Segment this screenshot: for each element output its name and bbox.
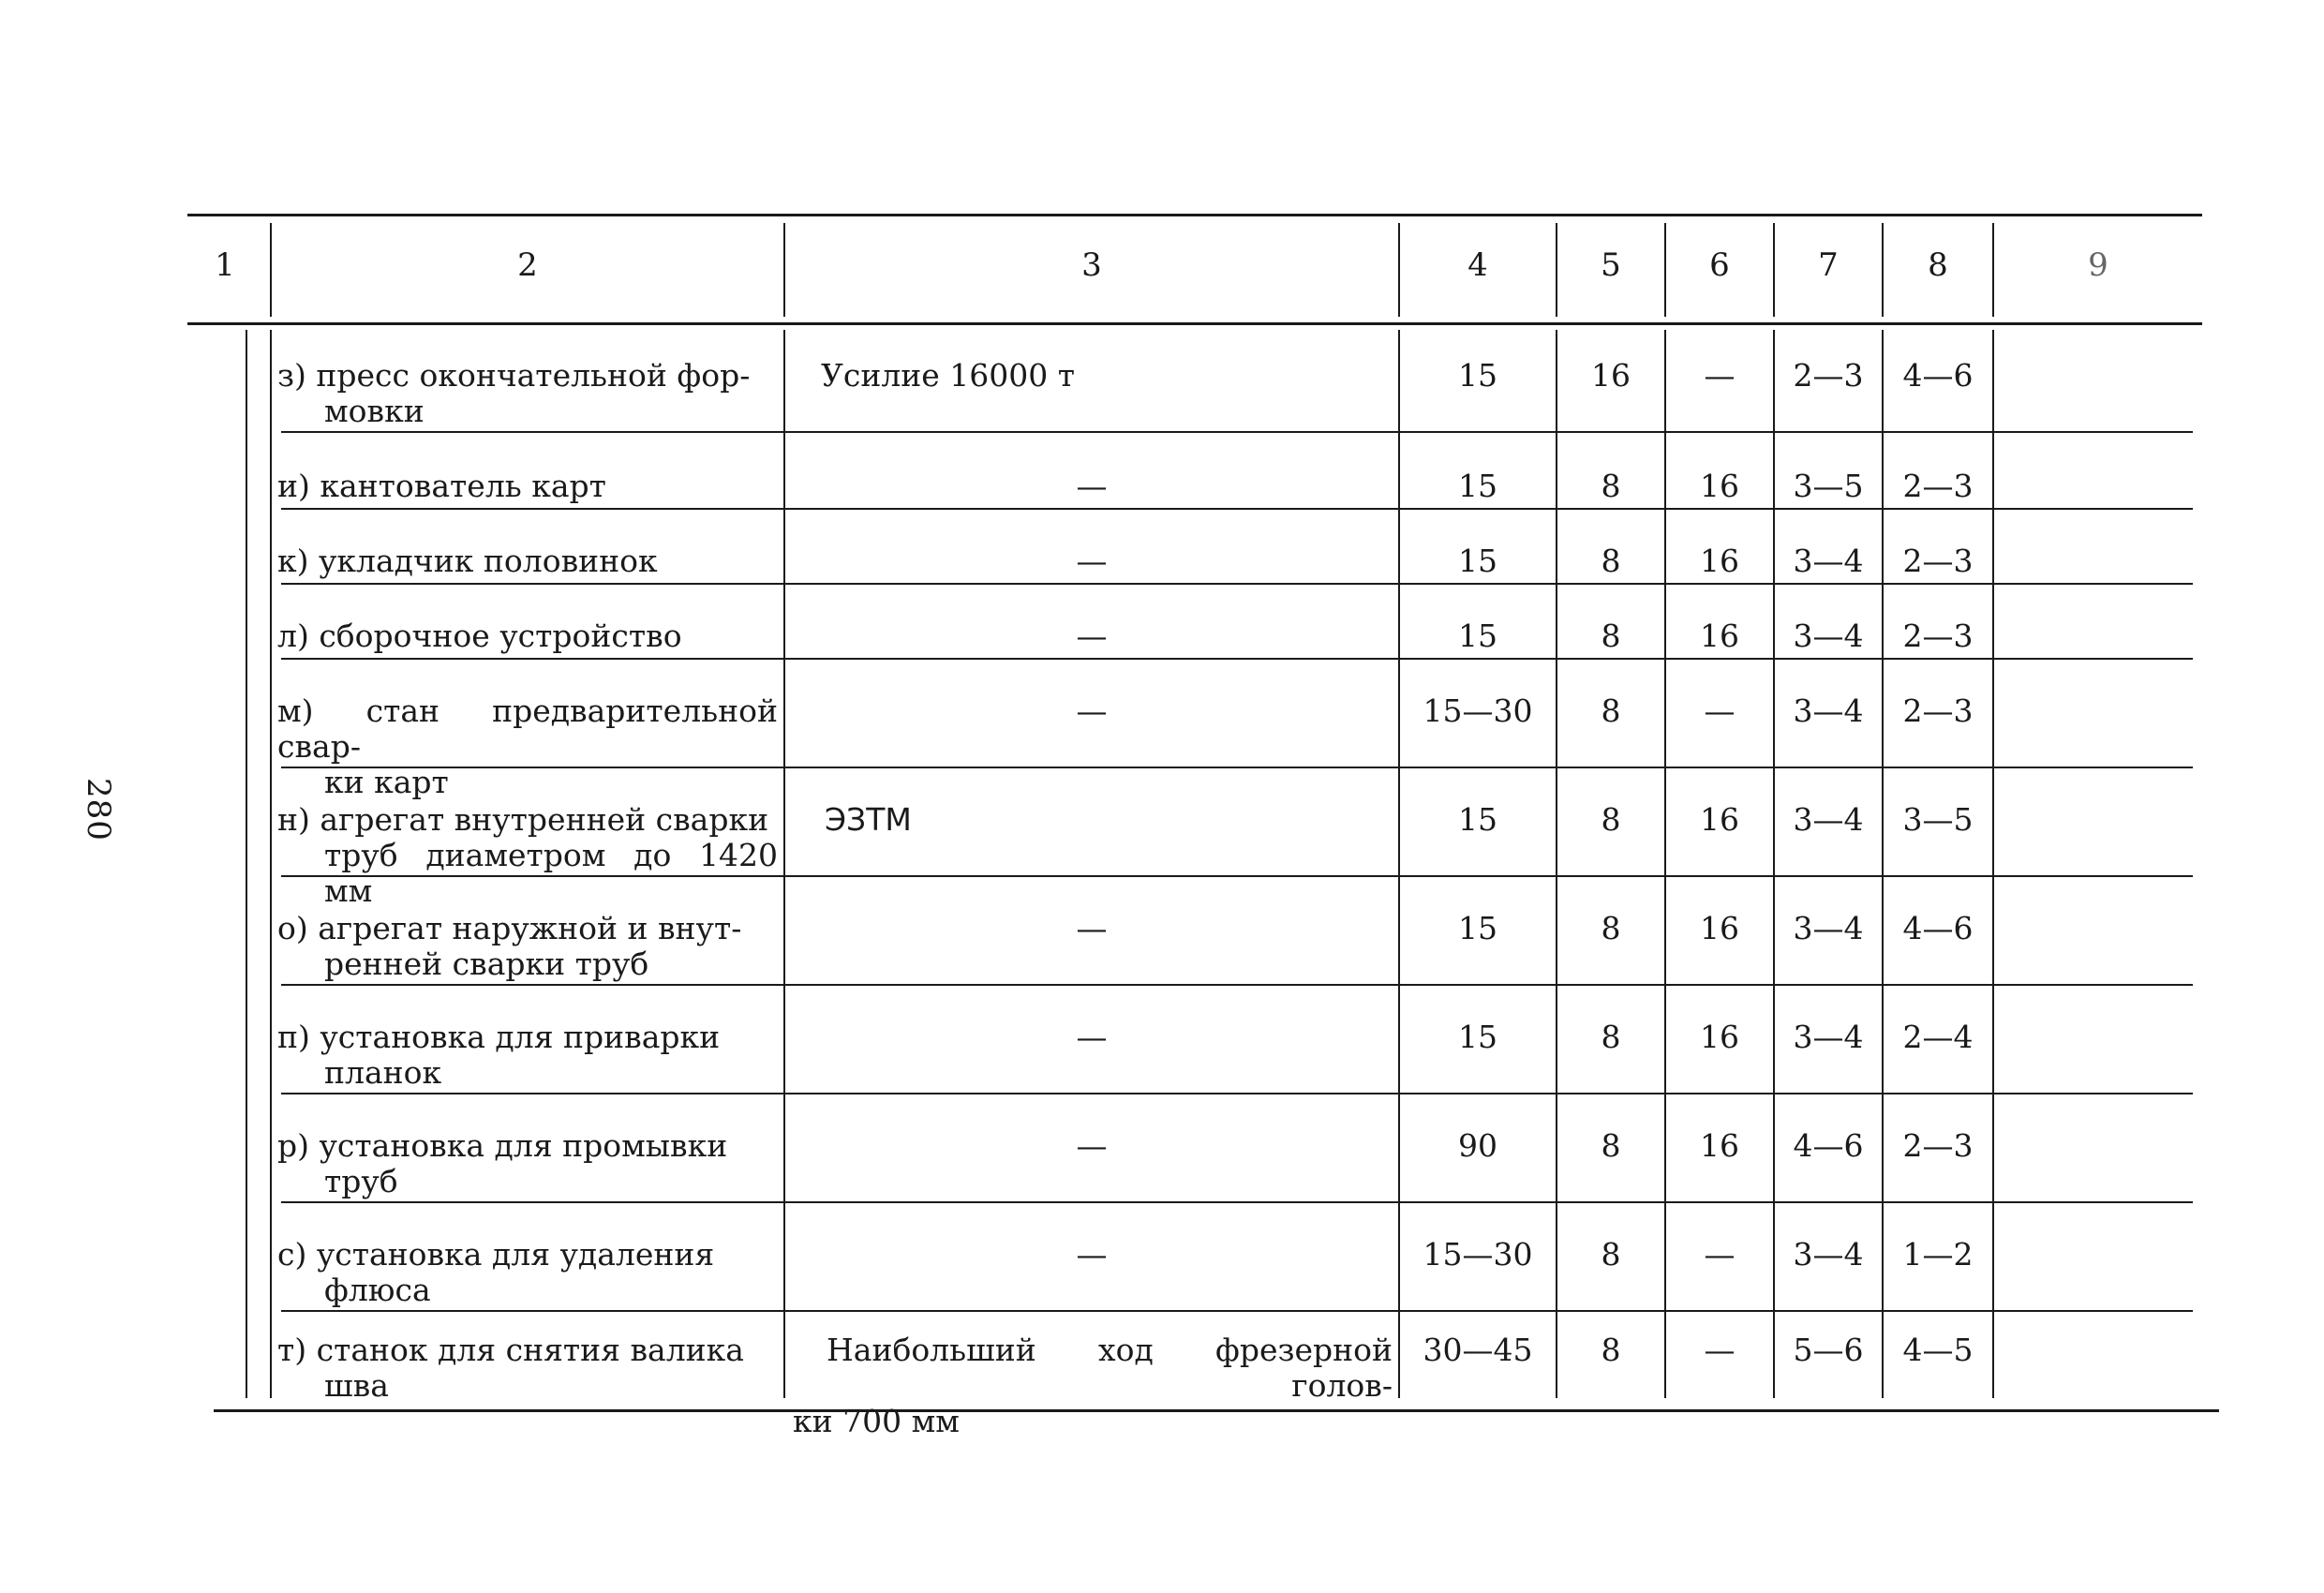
row-divider [281,1310,2193,1312]
row-divider [281,1093,2193,1094]
body-divider [1992,330,1994,1398]
row-divider [281,984,2193,986]
row-k-name: к) укладчик половинок [277,543,658,579]
row-z-col5: 16 [1591,357,1631,394]
body-divider [246,330,247,1398]
row-r-col6: 16 [1700,1127,1739,1164]
row-i-name: и) кантователь карт [277,468,606,504]
row-z-col8: 4—6 [1902,357,1974,394]
row-s-col5: 8 [1601,1236,1621,1273]
row-m-name: м) стан предварительной свар- ки карт [277,692,778,800]
row-divider [281,583,2193,585]
row-z-col4: 15 [1458,357,1497,394]
row-p-col5: 8 [1601,1019,1621,1055]
row-s-name: с) установка для удаления флюса [277,1236,715,1308]
header-col-8: 8 [1928,246,1948,284]
row-p-col6: 16 [1700,1019,1739,1055]
row-o-col3: — [1076,910,1108,946]
header-col-9: 9 [2088,246,2108,284]
row-z-col7: 2—3 [1793,357,1864,394]
row-l-col5: 8 [1601,618,1621,654]
row-l-col6: 16 [1700,618,1739,654]
row-r-col8: 2—3 [1902,1127,1974,1164]
row-k-col4: 15 [1458,543,1497,579]
table-header-rule [187,322,2202,325]
row-i-col3: — [1076,468,1108,504]
row-m-col5: 8 [1601,692,1621,729]
row-m-col7: 3—4 [1793,692,1864,729]
row-l-col8: 2—3 [1902,618,1974,654]
header-col-5: 5 [1601,246,1621,284]
header-col-3: 3 [1081,246,1102,284]
row-i-col5: 8 [1601,468,1621,504]
row-z-col3: Усилие 16000 т [821,357,1076,394]
row-t-col3: Наибольший ход фрезерной голов- ки 700 мм [793,1332,1393,1439]
row-i-col4: 15 [1458,468,1497,504]
row-o-col5: 8 [1601,910,1621,946]
row-m-col4: 15—30 [1423,692,1533,729]
row-o-col4: 15 [1458,910,1497,946]
row-n-name: н) агрегат внутренней сварки труб диаметром до 1420 мм [277,801,778,909]
row-m-col3: — [1076,692,1108,729]
header-col-6: 6 [1709,246,1730,284]
row-r-col5: 8 [1601,1127,1621,1164]
row-k-col5: 8 [1601,543,1621,579]
row-n-col3: ЭЗТМ [825,801,912,838]
row-k-col6: 16 [1700,543,1739,579]
row-n-col4: 15 [1458,801,1497,838]
row-r-col4: 90 [1458,1127,1497,1164]
row-i-col6: 16 [1700,468,1739,504]
row-divider [281,431,2193,433]
row-k-col3: — [1076,543,1108,579]
row-t-col8: 4—5 [1902,1332,1974,1368]
body-divider [270,330,272,1398]
row-t-col7: 5—6 [1793,1332,1864,1368]
row-o-col7: 3—4 [1793,910,1864,946]
row-t-name: т) станок для снятия валика шва [277,1332,744,1404]
header-col-1: 1 [215,246,235,284]
header-col-2: 2 [517,246,538,284]
row-z-name: з) пресс окончательной фор- мовки [277,357,751,429]
row-divider [281,1201,2193,1203]
row-i-col7: 3—5 [1793,468,1864,504]
header-col-7: 7 [1818,246,1839,284]
row-r-col7: 4—6 [1793,1127,1864,1164]
row-s-col4: 15—30 [1423,1236,1533,1273]
row-divider [281,658,2193,660]
row-s-col8: 1—2 [1902,1236,1974,1273]
row-n-col8: 3—5 [1902,801,1974,838]
row-l-name: л) сборочное устройство [277,618,682,654]
row-o-col8: 4—6 [1902,910,1974,946]
row-t-col5: 8 [1601,1332,1621,1368]
row-l-col4: 15 [1458,618,1497,654]
row-r-name: р) установка для промывки труб [277,1127,728,1199]
row-l-col7: 3—4 [1793,618,1864,654]
header-col-4: 4 [1467,246,1488,284]
row-p-col4: 15 [1458,1019,1497,1055]
row-n-col6: 16 [1700,801,1739,838]
row-t-col6: — [1704,1332,1736,1368]
row-n-col5: 8 [1601,801,1621,838]
row-divider [281,508,2193,510]
table-top-rule [187,214,2202,216]
row-m-col6: — [1704,692,1736,729]
row-p-col3: — [1076,1019,1108,1055]
page-number: 280 [80,778,117,841]
row-s-col7: 3—4 [1793,1236,1864,1273]
row-i-col8: 2—3 [1902,468,1974,504]
row-s-col6: — [1704,1236,1736,1273]
row-k-col8: 2—3 [1902,543,1974,579]
row-t-col4: 30—45 [1423,1332,1533,1368]
row-l-col3: — [1076,618,1108,654]
row-o-col6: 16 [1700,910,1739,946]
row-k-col7: 3—4 [1793,543,1864,579]
row-p-col8: 2—4 [1902,1019,1974,1055]
row-n-col7: 3—4 [1793,801,1864,838]
row-z-col6: — [1704,357,1736,394]
row-o-name: о) агрегат наружной и внут- ренней сварки труб [277,910,742,982]
row-r-col3: — [1076,1127,1108,1164]
row-s-col3: — [1076,1236,1108,1273]
row-m-col8: 2—3 [1902,692,1974,729]
row-p-name: п) установка для приварки планок [277,1019,721,1091]
row-p-col7: 3—4 [1793,1019,1864,1055]
